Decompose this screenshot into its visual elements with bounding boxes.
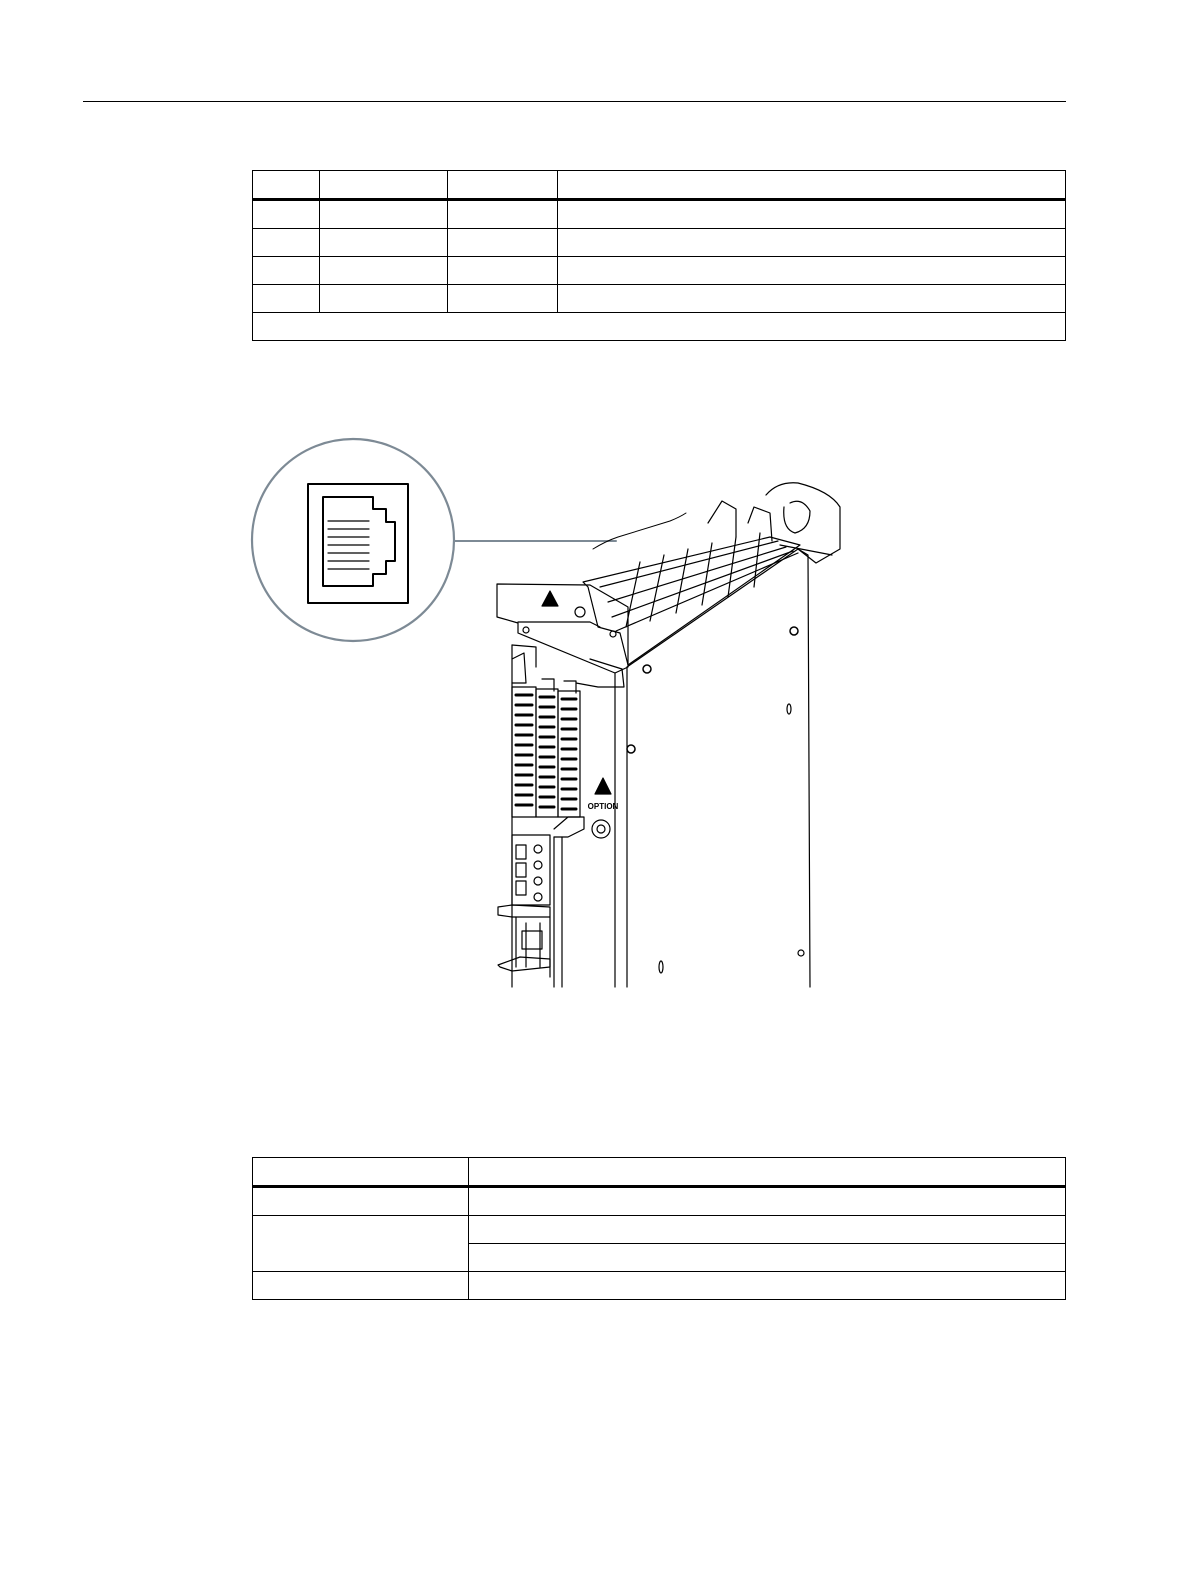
column-header (448, 171, 558, 200)
table-row (253, 1272, 1066, 1300)
table-row (253, 229, 1066, 257)
terminal-blocks (512, 679, 580, 817)
table-cell (558, 257, 1066, 285)
table-cell (320, 257, 448, 285)
table-row (253, 1216, 1066, 1244)
pinout-table (252, 170, 1066, 341)
table-cell (320, 229, 448, 257)
table-row (253, 200, 1066, 229)
drive-module-drawing (497, 483, 840, 987)
power-connector (498, 835, 550, 917)
table-cell (253, 1187, 469, 1216)
table-row (253, 285, 1066, 313)
table-cell (469, 1187, 1066, 1216)
table-cell (469, 1244, 1066, 1272)
table-row (253, 1187, 1066, 1216)
table-cell (320, 285, 448, 313)
table-cell (558, 229, 1066, 257)
column-header (320, 171, 448, 200)
column-header (558, 171, 1066, 200)
table-footnote (253, 313, 1066, 341)
table-cell (253, 257, 320, 285)
column-header (253, 171, 320, 200)
table-cell (448, 229, 558, 257)
column-header (253, 1158, 469, 1187)
table-cell (253, 229, 320, 257)
table-cell (469, 1216, 1066, 1244)
table-cell (448, 200, 558, 229)
table-cell (469, 1272, 1066, 1300)
table-header-row (253, 1158, 1066, 1187)
table-cell (253, 200, 320, 229)
table-cell (448, 285, 558, 313)
specification-table (252, 1157, 1066, 1300)
table-cell (558, 285, 1066, 313)
bottom-latch (498, 917, 550, 977)
device-figure (250, 437, 850, 992)
table-row (253, 257, 1066, 285)
table-header-row (253, 171, 1066, 200)
table-cell (253, 285, 320, 313)
table-cell (253, 1216, 469, 1272)
table-cell (558, 200, 1066, 229)
header-rule (83, 101, 1066, 102)
column-header (469, 1158, 1066, 1187)
table-cell (448, 257, 558, 285)
table-cell (253, 1272, 469, 1300)
warning-triangle-icon (542, 591, 585, 617)
magnifier-circle (252, 439, 454, 641)
table-cell (320, 200, 448, 229)
option-label: OPTION (587, 802, 619, 811)
table-footnote-row (253, 313, 1066, 341)
